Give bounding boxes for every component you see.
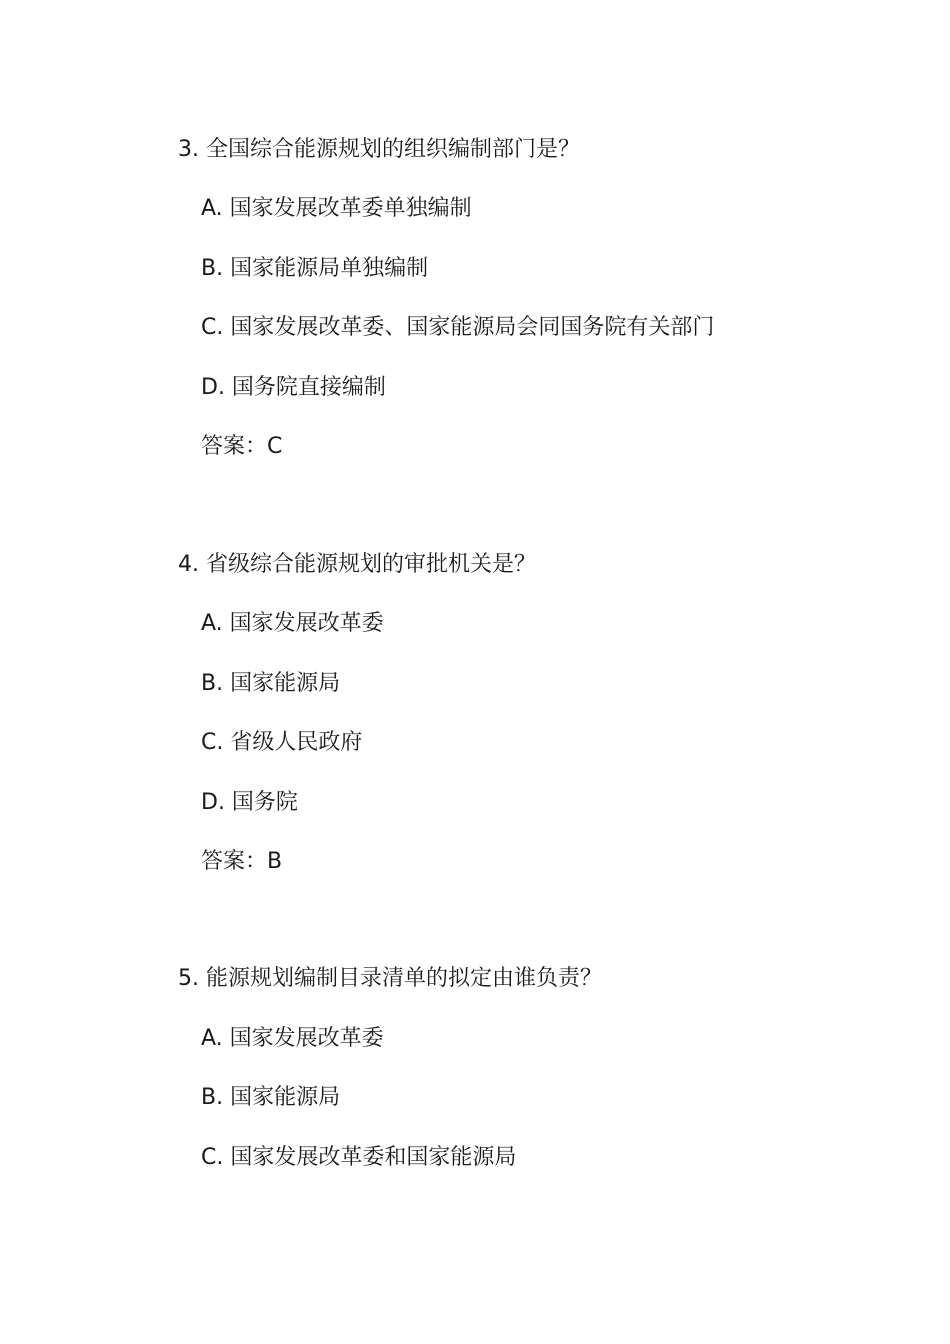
question-4-text: 4. 省级综合能源规划的审批机关是？ [178, 552, 536, 577]
question-4-option-d: D. 国务院 [201, 790, 298, 815]
question-3-option-a: A. 国家发展改革委单独编制 [201, 196, 472, 221]
question-3-option-d: D. 国务院直接编制 [201, 375, 386, 400]
question-4-answer: 答案：B [201, 849, 283, 874]
question-5-option-c: C. 国家发展改革委和国家能源局 [201, 1145, 517, 1170]
question-3-option-c: C. 国家发展改革委、国家能源局会同国务院有关部门 [201, 315, 715, 340]
question-3-option-b: B. 国家能源局单独编制 [201, 256, 429, 281]
question-4-option-c: C. 省级人民政府 [201, 730, 363, 755]
question-3-text: 3. 全国综合能源规划的组织编制部门是？ [178, 137, 580, 162]
question-4-option-b: B. 国家能源局 [201, 671, 341, 696]
question-5-option-b: B. 国家能源局 [201, 1085, 341, 1110]
question-4-option-a: A. 国家发展改革委 [201, 611, 384, 636]
question-3-answer: 答案：C [201, 434, 283, 459]
question-5-text: 5. 能源规划编制目录清单的拟定由谁负责？ [178, 966, 602, 991]
question-5-option-a: A. 国家发展改革委 [201, 1026, 384, 1051]
